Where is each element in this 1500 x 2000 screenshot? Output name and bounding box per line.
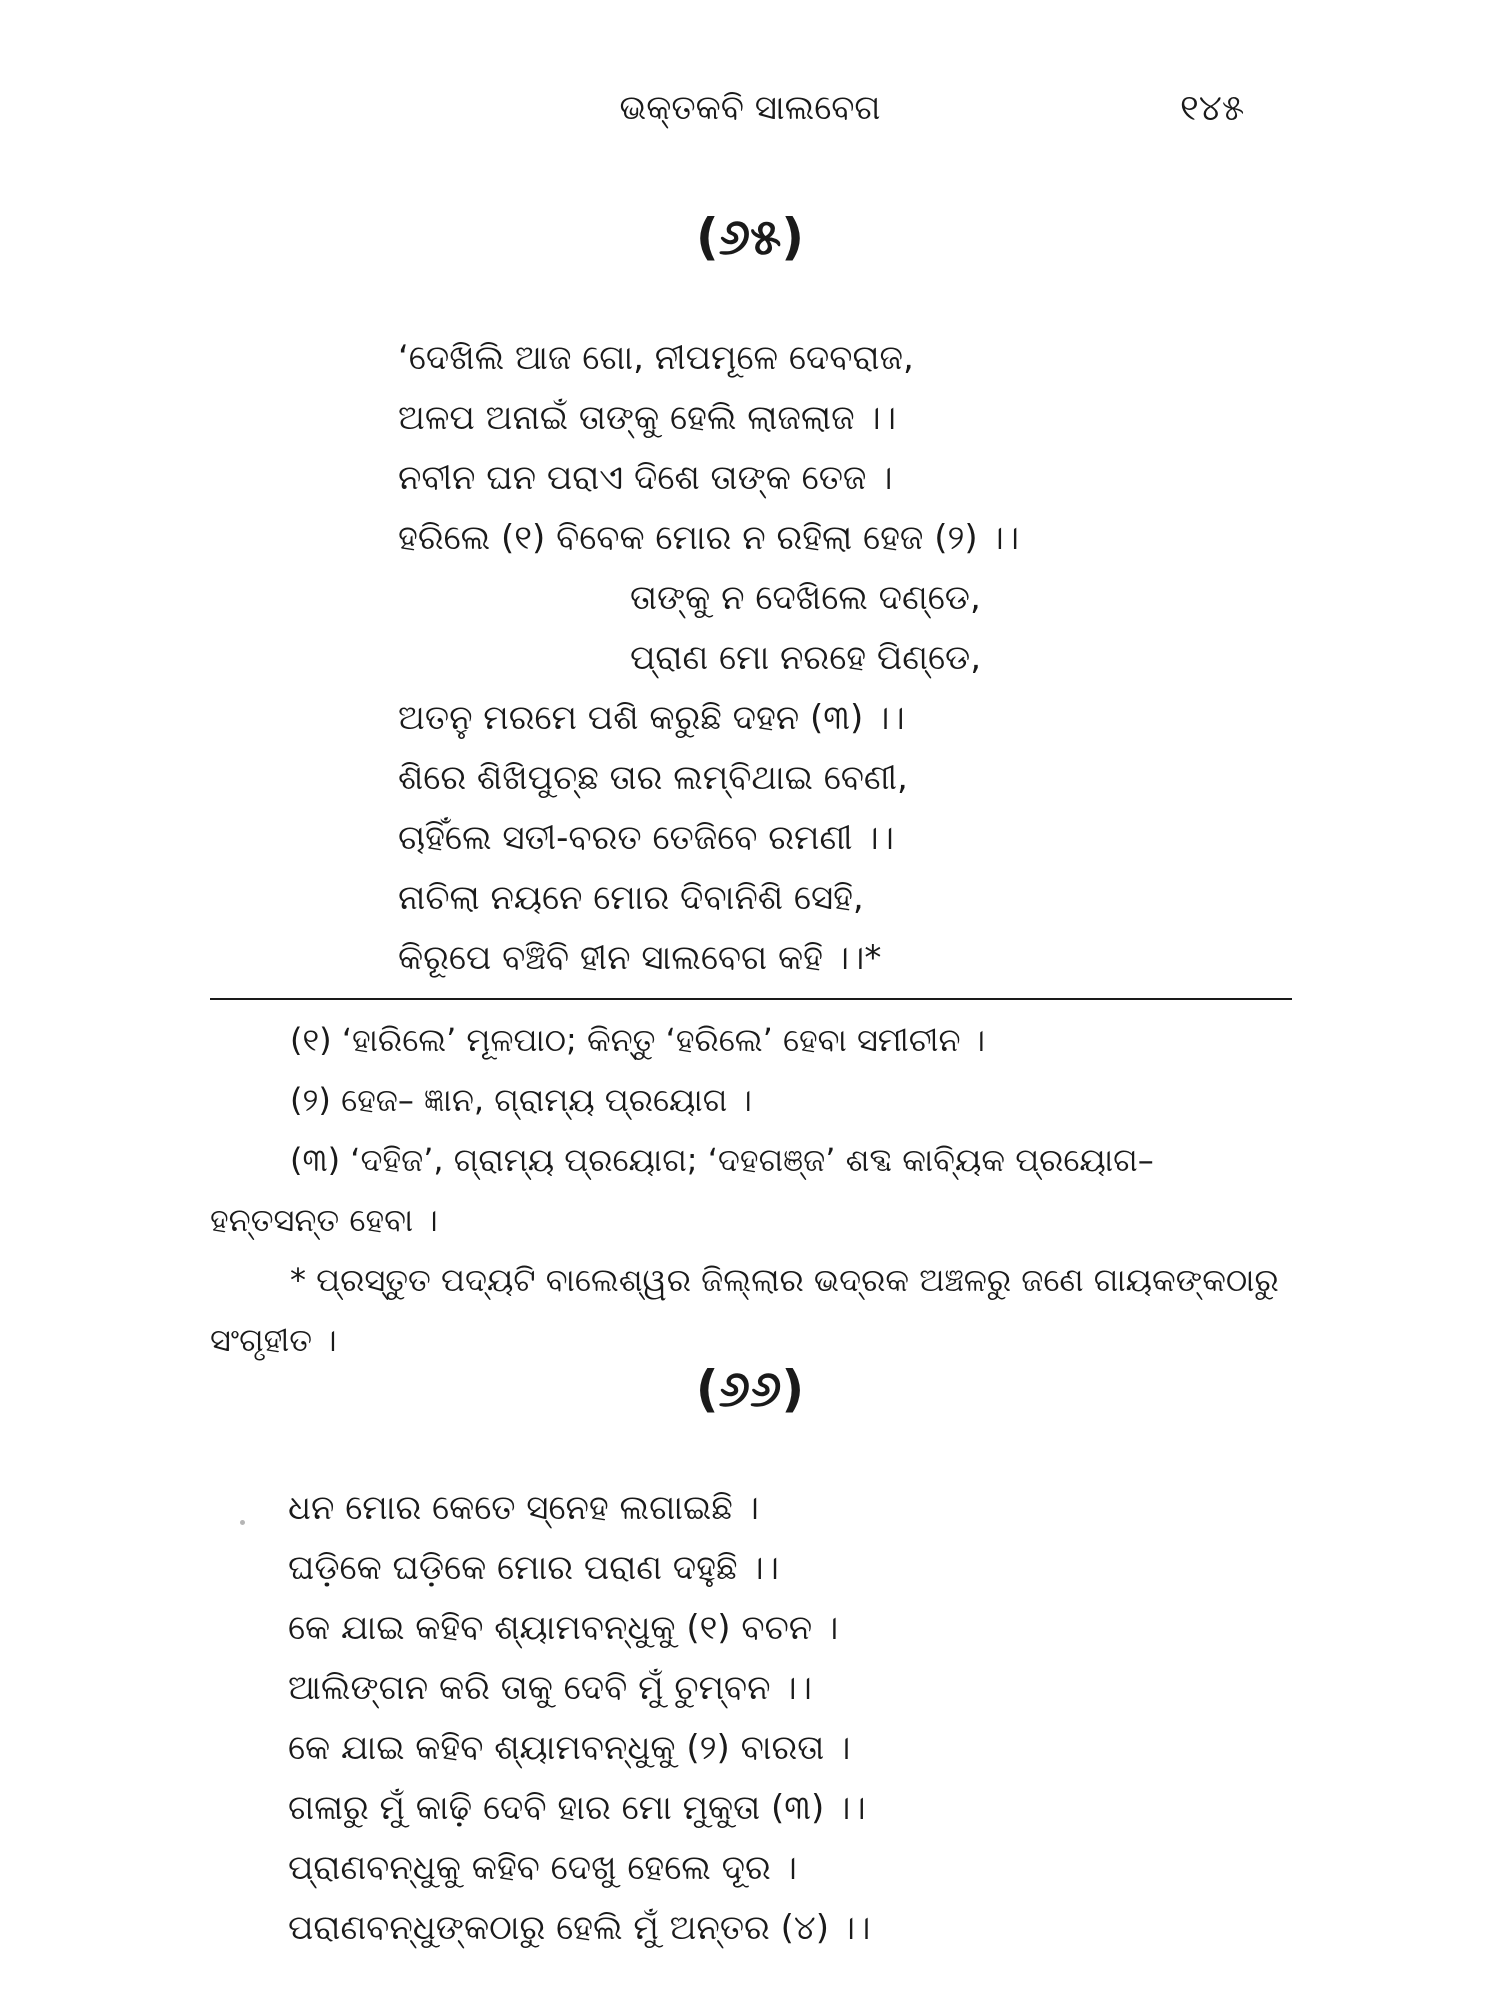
verse-line: ଅତନୁ ମରମେ ପଶି କରୁଛି ଦହନ (୩) ।। [398,698,905,738]
verse-line: କେ ଯାଇ କହିବ ଶ୍ୟାମବନ୍ଧୁକୁ (୨) ବାରତା । [288,1728,851,1768]
verse-line: କେ ଯାଇ କହିବ ଶ୍ୟାମବନ୍ଧୁକୁ (୧) ବଚନ । [288,1608,839,1648]
verse-line: ଚାହିଁଲେ ସତୀ-ବରତ ତେଜିବେ ରମଣୀ ।। [398,818,894,858]
verse-line: ନବୀନ ଘନ ପରାଏ ଦିଶେ ତାଙ୍କ ତେଜ । [398,458,893,498]
verse-line: ଶିରେ ଶିଖିପୁଚ୍ଛ ତାର ଲମ୍ବିଥାଇ ବେଣୀ, [398,758,908,798]
running-header-title: ଭକ୍ତକବି ସାଲବେଗ [619,88,881,128]
verse-line: ପରାଣବନ୍ଧୁଙ୍କଠାରୁ ହେଲି ମୁଁ ଅନ୍ତର (୪) ।। [288,1908,871,1948]
footnote: (୨) ହେଜ– ଜ୍ଞାନ, ଗ୍ରାମ୍ୟ ପ୍ରୟୋଗ । [290,1081,752,1119]
footnote: (୧) ‘ହାରିଲେ’ ମୂଳପାଠ; କିନ୍ତୁ ‘ହରିଲେ’ ହେବା ସମୀଚୀନ । [290,1021,986,1059]
verse-line: ‘ଦେଖିଲି ଆଜ ଗୋ, ନୀପମୂଳେ ଦେବରାଜ, [398,338,914,378]
poem-66-verse [288,1478,870,1958]
verse-line: ତାଙ୍କୁ ନ ଦେଖିଲେ ଦଣ୍ଡେ, [630,578,981,618]
scan-speck [240,1520,245,1525]
poem-66-number: (୬୬) [695,1360,805,1418]
verse-line: ହରିଲେ (୧) ବିବେକ ମୋର ନ ରହିଲା ହେଜ (୨) ।। [398,518,1020,558]
footnotes [210,1010,1292,1370]
verse-line: ପ୍ରାଣବନ୍ଧୁକୁ କହିବ ଦେଖୁ ହେଲେ ଦୂର । [288,1848,797,1888]
footnote: (୩) ‘ଦହିଜ’, ଗ୍ରାମ୍ୟ ପ୍ରୟୋଗ; ‘ଦହଗଞ୍ଜ’ ଶବ୍ଦ କାବ୍ୟିକ ପ୍ରୟୋଗ– ହନ୍ତସନ୍ତ ହେବା । [210,1141,1154,1239]
verse-line: ପ୍ରାଣ ମୋ ନରହେ ପିଣ୍ଡେ, [630,638,982,678]
poem-65-number: (୬୫) [695,208,805,266]
verse-line: ଗଳାରୁ ମୁଁ କାଢ଼ି ଦେବି ହାର ମୋ ମୁକୁତା (୩) ।। [288,1788,866,1828]
page-number: ୧୪୫ [1180,88,1245,129]
verse-line: କିରୂପେ ବଞ୍ଚିବି ହୀନ ସାଲବେଗ କହି ।।* [398,938,882,978]
poem-65-verse [398,328,1019,988]
verse-line: ଆଲିଙ୍ଗନ କରି ତାକୁ ଦେବି ମୁଁ ଚୁମ୍ବନ ।। [288,1668,812,1708]
footnote: * ପ୍ରସ୍ତୁତ ପଦ୍ୟଟି ବାଲେଶ୍ୱର ଜିଲ୍ଲାର ଭଦ୍ରକ ଅଞ୍ଚଳରୁ ଜଣେ ଗାୟକଙ୍କଠାରୁ ସଂଗୃହୀତ । [210,1261,1279,1359]
verse-line: ନାଚିଲା ନୟନେ ମୋର ଦିବାନିଶି ସେହି, [398,878,864,918]
verse-line: ଧନ ମୋର କେତେ ସ୍ନେହ ଲଗାଇଛି । [288,1488,759,1528]
footnote-divider [210,998,1292,1000]
verse-line: ଘଡ଼ିକେ ଘଡ଼ିକେ ମୋର ପରାଣ ଦହୁଛି ।। [288,1548,779,1588]
verse-line: ଅଳପ ଅନାଇଁ ତାଙ୍କୁ ହେଲି ଲାଜଲାଜ ।। [398,398,897,438]
